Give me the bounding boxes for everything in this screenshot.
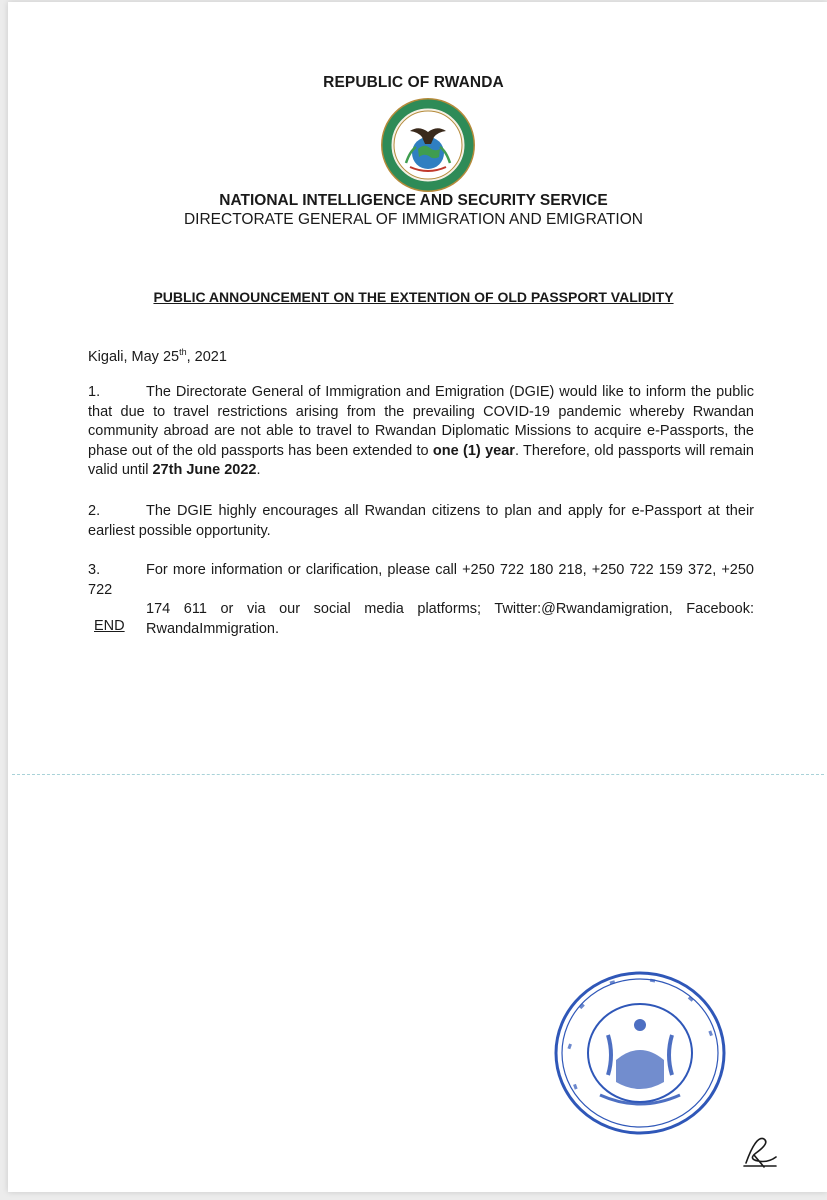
paragraph-text: The DGIE highly encourages all Rwandan citizens to plan and apply for e-Passport at their earliest possible opportunity. — [88, 503, 754, 539]
dateline — [88, 347, 227, 365]
paragraph-number: 1. — [88, 384, 101, 400]
paragraph-3 — [88, 561, 754, 639]
dateline-city-date: Kigali, May 25 — [88, 348, 180, 365]
paragraph-bold-date: 27th June 2022 — [152, 462, 257, 478]
page-fold-line — [12, 774, 824, 775]
dateline-suffix: th — [179, 347, 187, 357]
paragraph-text-continued: 174 611 or via our social media platforms; Twitter:@Rwandamigration, Facebook: RwandaImmigration. — [146, 601, 754, 637]
paragraph-1 — [88, 383, 754, 481]
official-stamp — [550, 965, 730, 1140]
dateline-year: , 2021 — [186, 348, 227, 365]
paragraph-text: . Therefore, old passports will remain valid until — [88, 442, 754, 478]
end-marker: END — [94, 618, 125, 634]
paragraph-text: For more information or clarification, please call +250 722 180 218, +250 722 159 372, +250 722 — [88, 562, 754, 598]
announcement-title: PUBLIC ANNOUNCEMENT ON THE EXTENTION OF OLD PASSPORT VALIDITY — [153, 289, 674, 305]
paragraph-number: 3. — [88, 562, 101, 578]
paragraph-text: The Directorate General of Immigration and Emigration (DGIE) would like to inform the public that due to travel restrictions arising from the prevailing COVID-19 pandemic whereby Rwandan community abroad are not able to travel to Rwandan Diplomatic Missions to acquire e-Passports, the phase out of the old passports has been extended to — [88, 384, 754, 459]
paragraph-number: 2. — [88, 503, 101, 519]
paragraph-bold-duration: one (1) year — [432, 442, 515, 459]
directorate-name: DIRECTORATE GENERAL OF IMMIGRATION AND EMIGRATION — [183, 211, 643, 228]
niss-emblem-logo — [380, 97, 476, 193]
paragraph-text: . — [256, 462, 261, 478]
agency-name: NATIONAL INTELLIGENCE AND SECURITY SERVICE — [219, 192, 608, 209]
paragraph-2 — [88, 502, 754, 541]
handwritten-signature — [740, 1133, 780, 1169]
country-heading: REPUBLIC OF RWANDA — [323, 74, 504, 91]
